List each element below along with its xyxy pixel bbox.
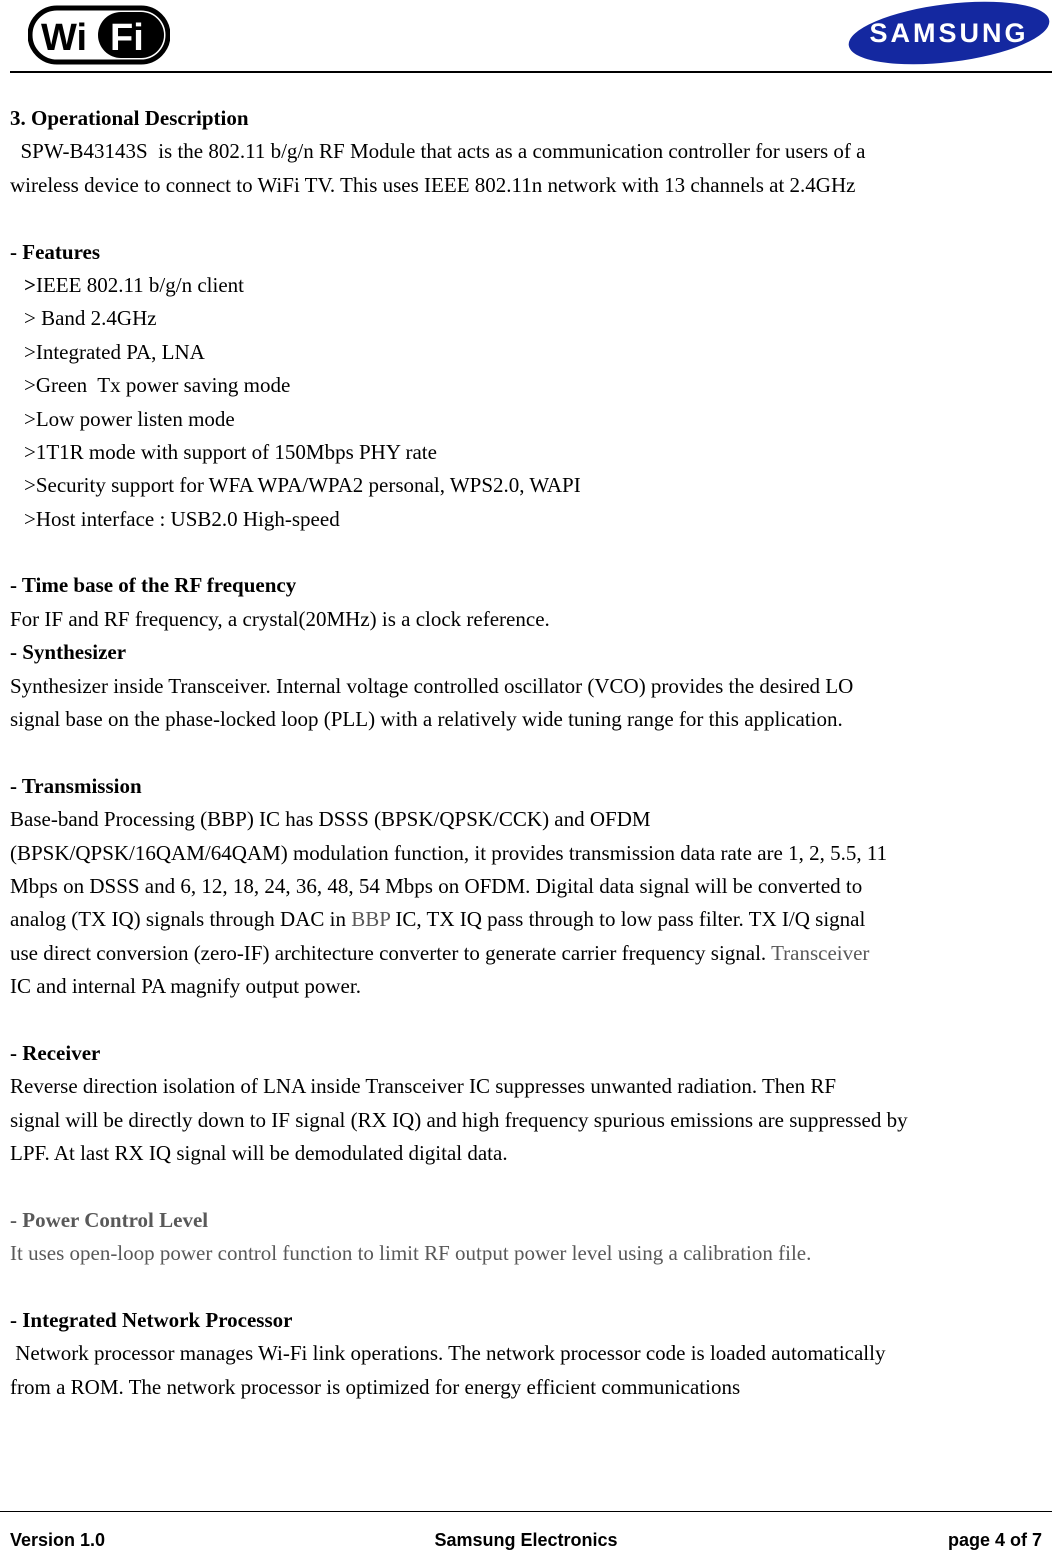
feature-item: >Green Tx power saving mode bbox=[24, 373, 291, 398]
footer-divider bbox=[0, 1511, 1052, 1512]
receiver-line: signal will be directly down to IF signal (RX IQ) and high frequency spurious emissions are suppressed by bbox=[10, 1107, 908, 1132]
blank-line bbox=[10, 536, 1045, 569]
synthesizer-heading: - Synthesizer bbox=[10, 640, 127, 665]
blank-line bbox=[10, 1271, 1045, 1304]
header-divider bbox=[10, 71, 1052, 73]
section-title: 3. Operational Description bbox=[10, 106, 249, 130]
feature-item-marker: > bbox=[24, 272, 36, 297]
transmission-line: Base-band Processing (BBP) IC has DSSS (BPSK/QPSK/CCK) and OFDM bbox=[10, 807, 651, 832]
receiver-line: Reverse direction isolation of LNA inside Transceiver IC suppresses unwanted radiation. Then RF bbox=[10, 1074, 837, 1099]
feature-item-text: IEEE 802.11 b/g/n client bbox=[35, 272, 244, 297]
feature-item: >Low power listen mode bbox=[24, 406, 235, 431]
page-footer bbox=[10, 1530, 1042, 1554]
transmission-line: (BPSK/QPSK/16QAM/64QAM) modulation function, it provides transmission data rate are 1, 2, 5.5, 11 bbox=[10, 840, 888, 865]
samsung-logo-text: SAMSUNG bbox=[869, 18, 1029, 48]
wifi-logo-icon bbox=[28, 4, 170, 66]
feature-item: >1T1R mode with support of 150Mbps PHY rate bbox=[24, 439, 437, 464]
time-base-line: For IF and RF frequency, a crystal(20MHz) is a clock reference. bbox=[10, 606, 550, 631]
feature-item bbox=[10, 269, 1045, 302]
blank-line bbox=[10, 1171, 1045, 1204]
wifi-logo-text-wi: Wi Fi bbox=[41, 17, 144, 59]
intro-line-2: wireless device to connect to WiFi TV. This uses IEEE 802.11n network with 13 channels at 2.4GHz bbox=[10, 172, 856, 197]
blank-line bbox=[10, 202, 1045, 235]
footer-page-number: page 4 of 7 bbox=[947, 1530, 1042, 1550]
time-base-heading: - Time base of the RF frequency bbox=[10, 573, 297, 598]
transmission-line-4a: analog (TX IQ) signals through DAC in bbox=[10, 907, 352, 932]
blank-line bbox=[10, 1004, 1045, 1037]
features-heading: - Features bbox=[10, 239, 100, 264]
blank-line bbox=[10, 736, 1045, 769]
transmission-line bbox=[10, 937, 1045, 970]
feature-item: >Host interface : USB2.0 High-speed bbox=[24, 506, 340, 531]
receiver-line: LPF. At last RX IQ signal will be demodulated digital data. bbox=[10, 1141, 508, 1166]
synthesizer-line: Synthesizer inside Transceiver. Internal voltage controlled oscillator (VCO) provides the desired LO bbox=[10, 673, 854, 698]
power-control-heading: - Power Control Level bbox=[10, 1207, 209, 1232]
network-processor-heading: - Integrated Network Processor bbox=[10, 1308, 293, 1333]
transmission-line: IC and internal PA magnify output power. bbox=[10, 974, 361, 999]
transmission-transceiver-term: Transceiver bbox=[771, 940, 870, 965]
synthesizer-line: signal base on the phase-locked loop (PLL) with a relatively wide tuning range for this application. bbox=[10, 707, 843, 732]
transmission-line-5a: use direct conversion (zero-IF) architecture converter to generate carrier frequency signal. bbox=[10, 940, 772, 965]
document-body bbox=[10, 102, 1045, 1404]
feature-item: > Band 2.4GHz bbox=[24, 306, 157, 331]
footer-company: Samsung Electronics bbox=[434, 1530, 618, 1550]
samsung-logo-icon bbox=[846, 0, 1052, 66]
intro-line-1: SPW-B43143S is the 802.11 b/g/n RF Module that acts as a communication controller for users of a bbox=[10, 139, 866, 164]
network-processor-line: Network processor manages Wi-Fi link operations. The network processor code is loaded automatically bbox=[10, 1341, 886, 1366]
transmission-bbp-term: BBP bbox=[351, 907, 391, 932]
transmission-heading: - Transmission bbox=[10, 773, 142, 798]
power-control-line: It uses open-loop power control function to limit RF output power level using a calibration file. bbox=[10, 1241, 812, 1266]
feature-item: >Security support for WFA WPA/WPA2 personal, WPS2.0, WAPI bbox=[24, 473, 581, 498]
feature-item: >Integrated PA, LNA bbox=[24, 339, 205, 364]
receiver-heading: - Receiver bbox=[10, 1040, 101, 1065]
network-processor-line: from a ROM. The network processor is optimized for energy efficient communications bbox=[10, 1374, 741, 1399]
footer-version: Version 1.0 bbox=[10, 1530, 106, 1550]
transmission-line-4c: IC, TX IQ pass through to low pass filter. TX I/Q signal bbox=[390, 907, 866, 932]
transmission-line: Mbps on DSSS and 6, 12, 18, 24, 36, 48, 54 Mbps on OFDM. Digital data signal will be converted to bbox=[10, 873, 863, 898]
transmission-line bbox=[10, 903, 1045, 936]
page-header bbox=[0, 0, 1052, 76]
